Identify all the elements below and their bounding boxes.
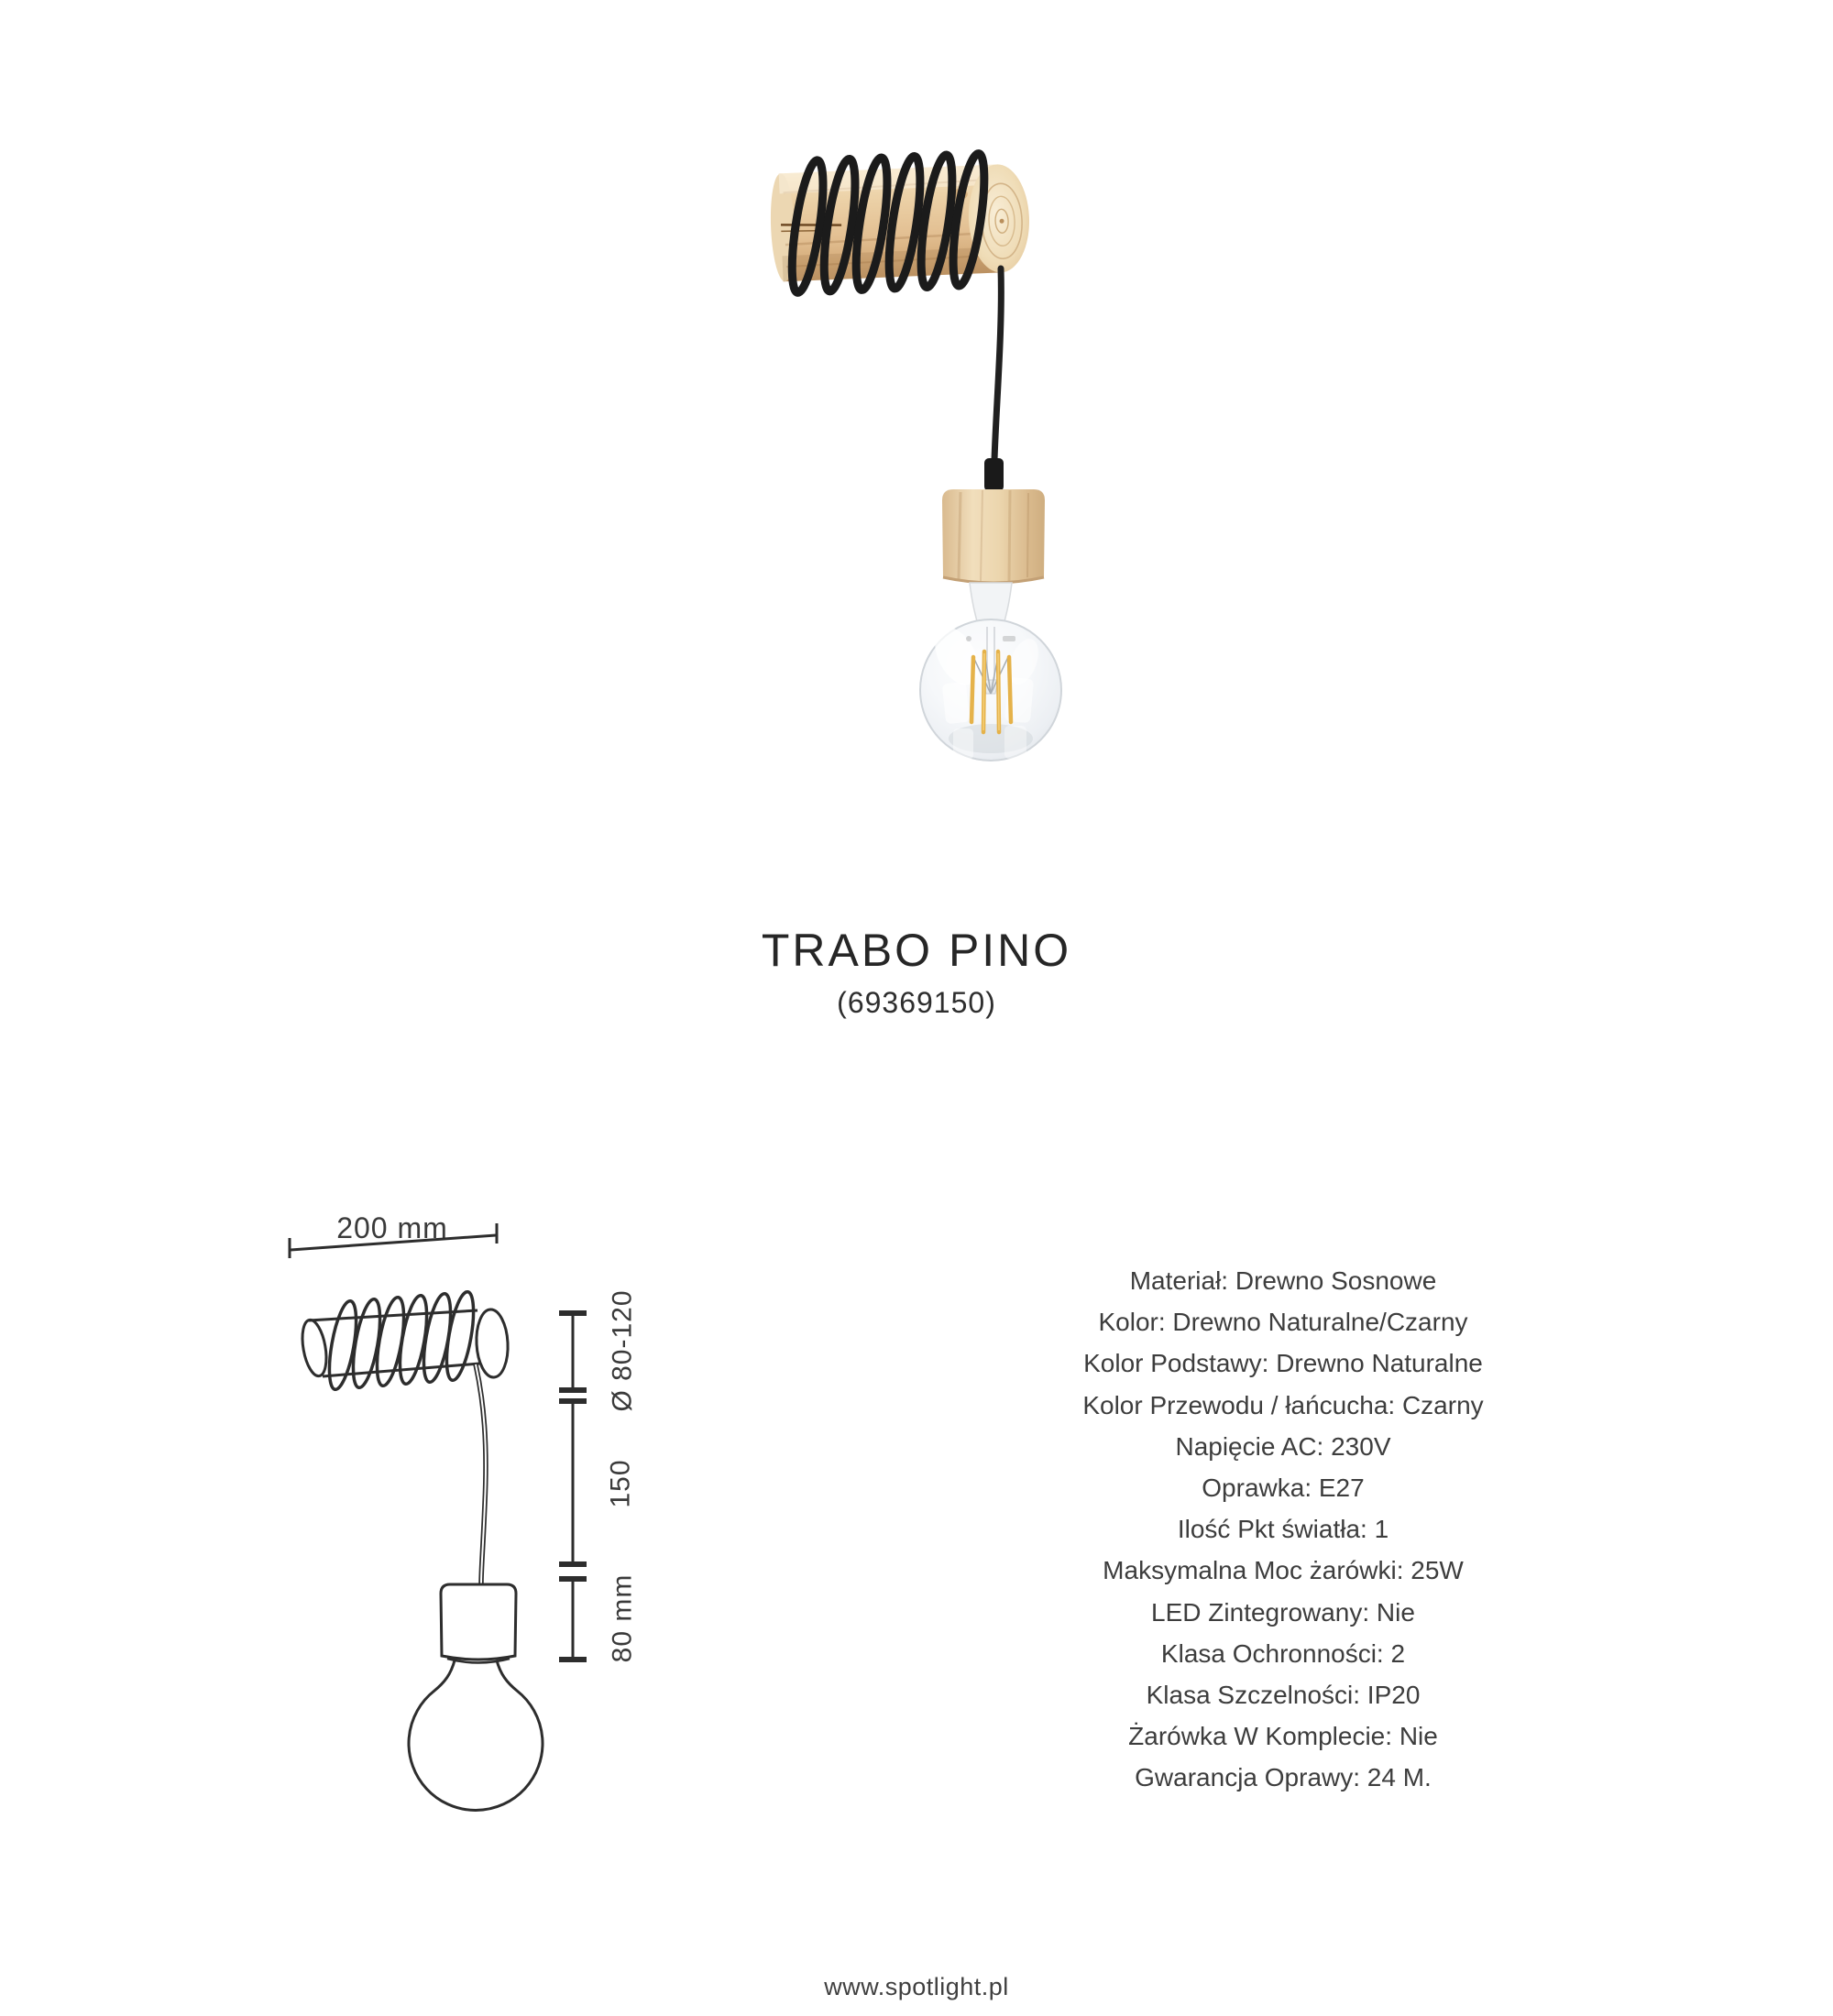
spec-line: Żarówka W Komplecie: Nie (1128, 1722, 1438, 1751)
website-url: www.spotlight.pl (824, 1973, 1009, 2000)
cable-strain-relief (984, 458, 1004, 491)
title-block (0, 924, 1833, 1019)
coil-outline (324, 1290, 479, 1392)
spec-line: Kolor Podstawy: Drewno Naturalne (1083, 1349, 1483, 1378)
spec-list (1008, 1260, 1558, 1799)
cable-outline (476, 1364, 486, 1583)
bulb-printing (966, 636, 971, 641)
spec-line: Oprawka: E27 (1202, 1474, 1365, 1503)
spec-line: Kolor: Drewno Naturalne/Czarny (1098, 1308, 1468, 1337)
light-bulb (920, 583, 1061, 761)
product-code: (69369150) (837, 986, 996, 1019)
socket-height-dimension-label: 80 mm (607, 1573, 638, 1663)
spec-line: Materiał: Drewno Sosnowe (1129, 1266, 1437, 1295)
spec-line: Kolor Przewodu / łańcucha: Czarny (1082, 1390, 1484, 1419)
diameter-dimension-label: Ø 80-120 (607, 1289, 638, 1412)
height-dimension-line (559, 1313, 587, 1660)
spec-line: Gwarancja Oprawy: 24 M. (1135, 1763, 1432, 1792)
width-dimension-label: 200 mm (336, 1211, 448, 1245)
bulb-outline (409, 1660, 543, 1810)
spec-line: Klasa Ochronności: 2 (1160, 1638, 1406, 1668)
product-photo (513, 110, 1100, 779)
product-name: TRABO PINO (761, 925, 1072, 976)
log-photo (768, 149, 1032, 296)
lamp-holder (942, 489, 1045, 583)
spec-line: Ilość Pkt światła: 1 (1177, 1515, 1389, 1544)
spec-line: Maksymalna Moc żarówki: 25W (1103, 1556, 1464, 1585)
power-cable (994, 268, 1001, 460)
drop-dimension-label: 150 (605, 1459, 636, 1508)
socket-outline (441, 1584, 516, 1663)
spec-line: Napięcie AC: 230V (1175, 1431, 1391, 1461)
dimension-drawing (229, 1173, 706, 1851)
spec-line: Klasa Szczelności: IP20 (1146, 1681, 1421, 1710)
spec-line: LED Zintegrowany: Nie (1151, 1597, 1415, 1627)
